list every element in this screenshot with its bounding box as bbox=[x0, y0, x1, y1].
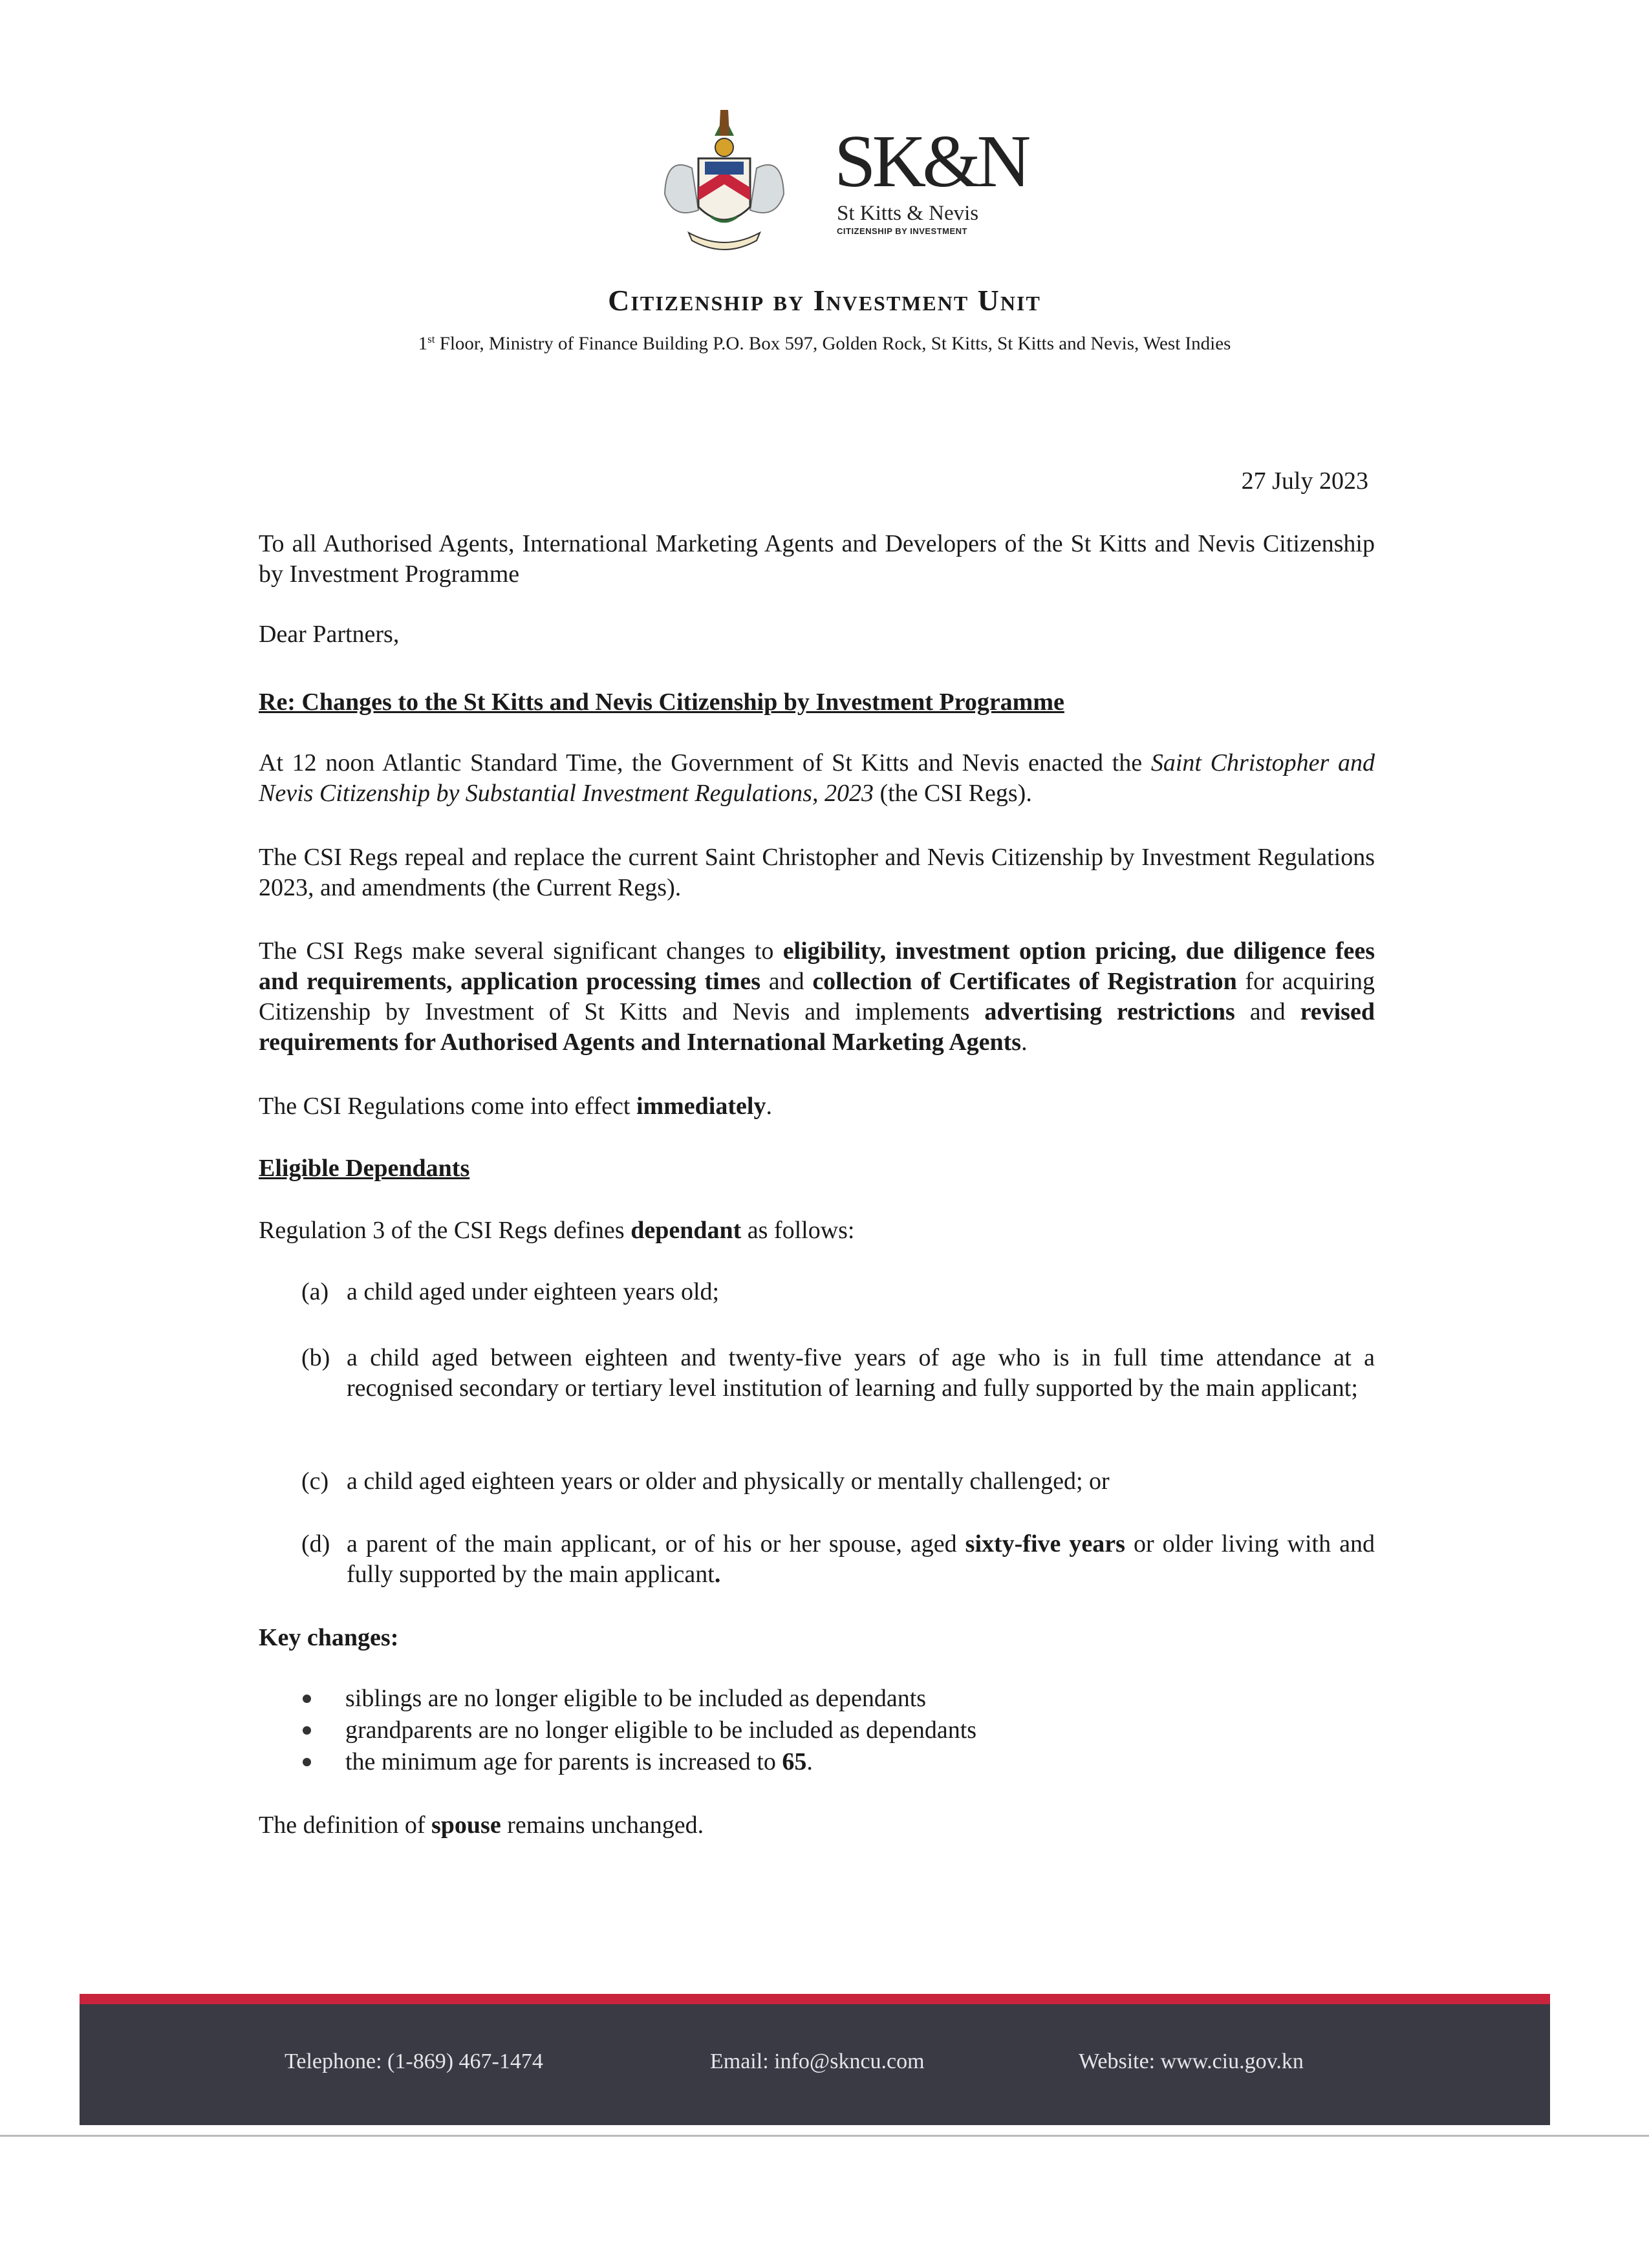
list-item: the minimum age for parents is increased to 65. bbox=[300, 1746, 1335, 1778]
paragraph-repeal: The CSI Regs repeal and replace the current Saint Christopher and Nevis Citizenship by Investment Regulations 2023, and amendments (the Current Regs). bbox=[259, 844, 1375, 901]
address-line: 1st Floor, Ministry of Finance Building P.O. Box 597, Golden Rock, St Kitts, St Kitts and Nevis, West Indies bbox=[418, 333, 1231, 354]
key-changes-list bbox=[300, 1683, 1335, 1778]
footer-website: Website: www.ciu.gov.kn bbox=[1079, 2049, 1304, 2073]
footer-email: Email: info@skncu.com bbox=[710, 2049, 925, 2073]
brand-logo-name: St Kitts & Nevis bbox=[837, 202, 979, 225]
bullet-icon bbox=[303, 1695, 311, 1703]
salutation: Dear Partners, bbox=[259, 621, 400, 648]
definition-item-a: (a) a child aged under eighteen years old; bbox=[301, 1278, 720, 1305]
list-item: grandparents are no longer eligible to be included as dependants bbox=[300, 1715, 1335, 1746]
unit-title: Citizenship by Investment Unit bbox=[608, 284, 1041, 317]
paragraph-changes: The CSI Regs make several significant changes to eligibility, investment option pricing, due diligence fees and requirements, application processing times and collection of Certificates of Registration for acquiring Citizenship by Investment of St Kitts and Nevis and implements advertising restrictions and revised requirements for Authorised Agents and International Marketing Agents. bbox=[259, 937, 1375, 1056]
footer-telephone: Telephone: (1-869) 467-1474 bbox=[285, 2049, 543, 2073]
definition-item-c: (c) a child aged eighteen years or older and physically or mentally challenged; or bbox=[301, 1468, 1110, 1495]
paragraph-enactment: At 12 noon Atlantic Standard Time, the Government of St Kitts and Nevis enacted the Saint Christopher and Nevis Citizenship by Substantial Investment Regulations, 2023 (the CSI Regs). bbox=[259, 749, 1375, 807]
definition-item-b: (b) a child aged between eighteen and twenty-five years of age who is in full time attendance at a recognised secondary or tertiary level institution of learning and fully supported by the main applicant; bbox=[301, 1344, 1375, 1402]
bullet-icon bbox=[303, 1758, 311, 1766]
brand-logo-subtitle: CITIZENSHIP BY INVESTMENT bbox=[837, 226, 967, 236]
letter-date: 27 July 2023 bbox=[1241, 467, 1368, 495]
subject-line: Re: Changes to the St Kitts and Nevis Citizenship by Investment Programme bbox=[259, 689, 1064, 716]
coat-of-arms-icon bbox=[653, 97, 795, 265]
paragraph-regulation: Regulation 3 of the CSI Regs defines dependant as follows: bbox=[259, 1217, 855, 1244]
closing-paragraph: The definition of spouse remains unchanged. bbox=[259, 1812, 704, 1839]
key-changes-heading: Key changes: bbox=[259, 1624, 399, 1651]
list-item: siblings are no longer eligible to be included as dependants bbox=[300, 1683, 1335, 1715]
bullet-icon bbox=[303, 1726, 311, 1735]
brand-logo-mark: SK&N bbox=[834, 120, 1028, 203]
definition-item-d: (d) a parent of the main applicant, or of his or her spouse, aged sixty-five years or older living with and fully supported by the main applicant. bbox=[301, 1530, 1375, 1588]
section-heading-eligible-dependants: Eligible Dependants bbox=[259, 1155, 470, 1182]
bottom-divider bbox=[0, 2135, 1649, 2137]
addressee: To all Authorised Agents, International Marketing Agents and Developers of the St Kitts and Nevis Citizenship by Investment Programme bbox=[259, 530, 1375, 588]
paragraph-effect: The CSI Regulations come into effect immediately. bbox=[259, 1093, 772, 1120]
